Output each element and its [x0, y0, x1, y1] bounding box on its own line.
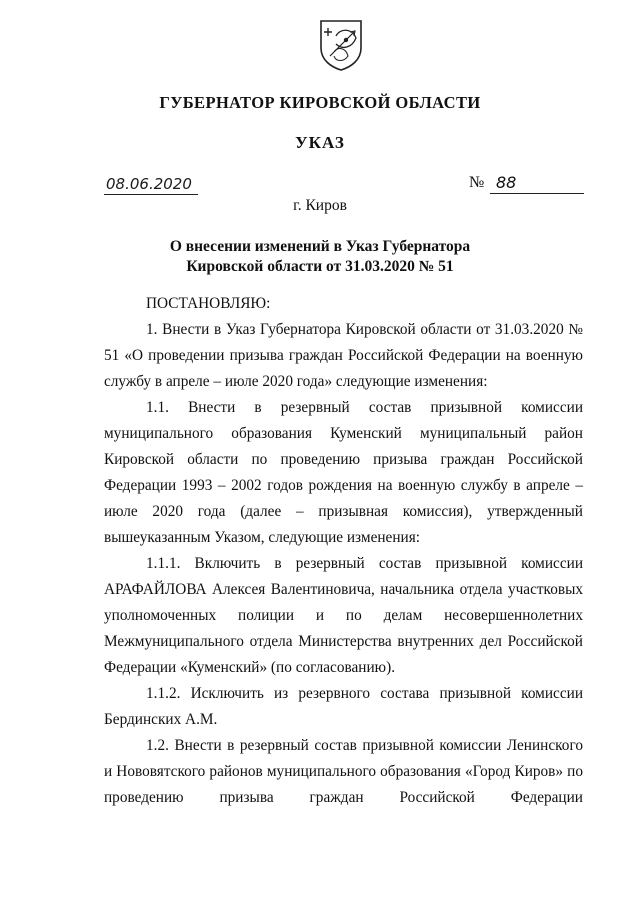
paragraph-1-1-2: 1.1.2. Исключить из резервного состава призывной комиссии Бердинских А.М. [104, 685, 583, 728]
city: г. Киров [293, 197, 347, 214]
paragraph-1-2: 1.2. Внести в резервный состав призывной комиссии Ленинского и Нововятского районов муниципального образования «Город Киров» по проведению призыва граждан Российской Федерации [104, 737, 583, 806]
decree-word: ПОСТАНОВЛЯЮ: [146, 295, 271, 312]
document-subject [0, 237, 640, 277]
subject-line-1: О внесении изменений в Указ Губернатора [169, 238, 471, 255]
paragraph-1: 1. Внести в Указ Губернатора Кировской области от 31.03.2020 № 51 «О проведении призыва граждан Российской Федерации на военную службу в апреле – июле 2020 года» следующие изменения: [104, 321, 583, 390]
number-label: № [469, 174, 485, 191]
document-type: УКАЗ [295, 133, 345, 152]
kirov-coat-of-arms-icon [318, 18, 364, 72]
paragraph-1-1: 1.1. Внести в резервный состав призывной комиссии муниципального образования Куменский муниципальный район Кировской области по проведению призыва граждан Российской Федерации 1993 – 2002 годов рождения на военную службу в апреле – июле 2020 года (далее – призывная комиссия), утвержденный вышеуказанным Указом, следующие изменения: [104, 399, 583, 546]
subject-line-2: Кировской области от 31.03.2020 № 51 [186, 258, 454, 275]
issuer-title: ГУБЕРНАТОР КИРОВСКОЙ ОБЛАСТИ [159, 93, 481, 112]
document-number: 88 [490, 172, 584, 194]
paragraph-1-1-1: 1.1.1. Включить в резервный состав призывной комиссии АРАФАЙЛОВА Алексея Валентиновича, начальника отдела участковых уполномоченных полиции и по делам несовершеннолетних Межмуниципального отдела Министерства внутренних дел Российской Федерации «Куменский» (по согласованию). [104, 555, 583, 676]
document-date: 08.06.2020 [104, 174, 198, 195]
document-body [104, 291, 583, 811]
